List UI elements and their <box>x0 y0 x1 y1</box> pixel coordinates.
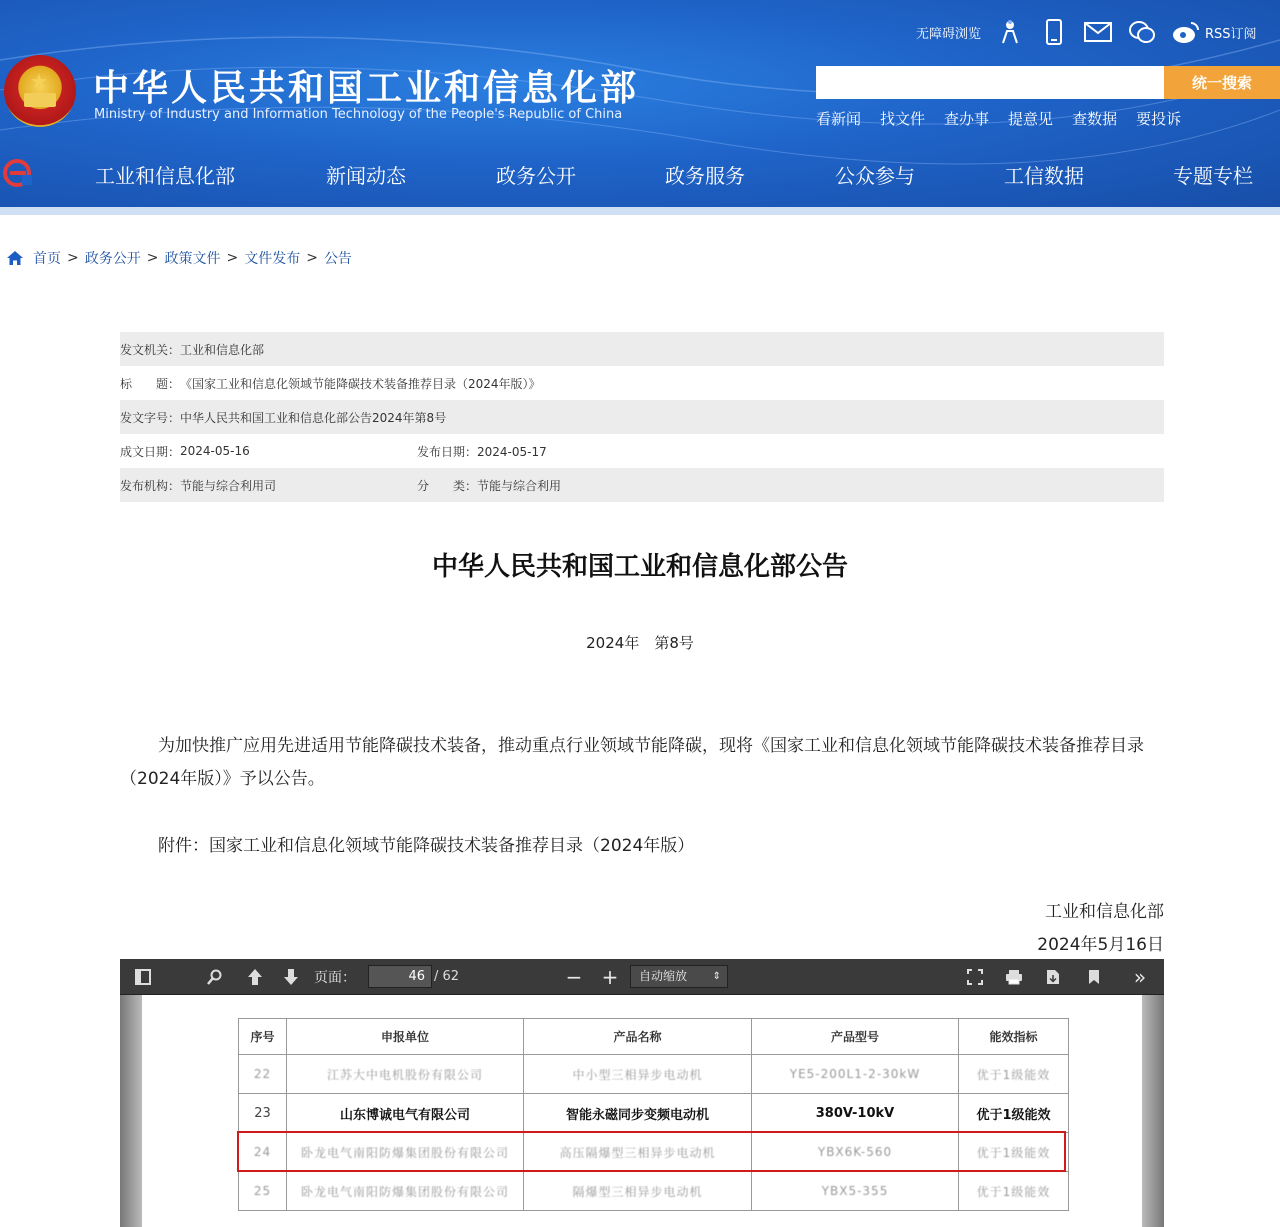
page-total: / 62 <box>434 969 460 984</box>
table-cell: 江苏大中电机股份有限公司 <box>287 1055 524 1094</box>
info-row-title <box>120 366 1164 400</box>
info-label: 标 题： <box>120 376 181 391</box>
table-row <box>239 1133 1069 1172</box>
header-cell: 序号 <box>239 1019 287 1055</box>
home-icon[interactable] <box>6 250 24 266</box>
quick-link-data[interactable]: 查数据 <box>1072 110 1118 128</box>
header-cell: 产品型号 <box>752 1019 959 1055</box>
page-number-input[interactable]: 46 <box>368 965 432 988</box>
table-row-highlighted <box>239 1094 1069 1133</box>
table-cell: 380V-10kV <box>752 1094 959 1133</box>
table-cell: 山东博诚电气有限公司 <box>287 1094 524 1133</box>
info-row-doc-number <box>120 400 1164 434</box>
nav-item-ministry[interactable]: 工业和信息化部 <box>95 164 235 188</box>
table-cell: 优于1级能效 <box>959 1094 1069 1133</box>
zoom-out-icon[interactable]: − <box>565 965 583 989</box>
pdf-toolbar <box>120 959 1164 995</box>
breadcrumb-gov-affairs[interactable]: 政务公开 <box>84 251 141 267</box>
quick-links <box>816 108 1200 129</box>
rss-link[interactable]: RSS订阅 <box>1205 26 1257 42</box>
breadcrumb-separator: > <box>226 250 239 266</box>
zoom-in-icon[interactable]: + <box>601 965 619 989</box>
e-logo-icon[interactable] <box>2 158 32 188</box>
product-table <box>238 1018 1069 1211</box>
previous-page-icon[interactable] <box>244 966 266 988</box>
mobile-icon[interactable] <box>1039 18 1069 46</box>
info-label: 发文字号： <box>120 410 181 425</box>
signature-org: 工业和信息化部 <box>1045 902 1164 922</box>
elderly-mode-icon[interactable] <box>995 18 1025 46</box>
info-value: 工业和信息化部 <box>180 342 265 357</box>
fullscreen-icon[interactable] <box>964 966 986 988</box>
table-cell: 卧龙电气南阳防爆集团股份有限公司 <box>287 1172 524 1211</box>
zoom-select[interactable]: 自动缩放 ⇕ <box>630 965 728 988</box>
table-cell: 卧龙电气南阳防爆集团股份有限公司 <box>287 1133 524 1172</box>
table-cell: 24 <box>239 1133 287 1172</box>
site-header <box>0 0 1280 210</box>
quick-link-services[interactable]: 查办事 <box>944 110 990 128</box>
nav-item-topics[interactable]: 专题专栏 <box>1173 164 1253 188</box>
nav-item-news[interactable]: 新闻动态 <box>326 164 406 188</box>
info-value: 节能与综合利用 <box>477 478 562 493</box>
table-cell: YE5-200L1-2-30kW <box>752 1055 959 1094</box>
header-cell: 产品名称 <box>524 1019 752 1055</box>
info-row-issuer <box>120 332 1164 366</box>
document-heading: 中华人民共和国工业和信息化部公告 <box>431 552 848 582</box>
table-cell: YBX6K-560 <box>752 1133 959 1172</box>
print-icon[interactable] <box>1002 966 1026 988</box>
search-input[interactable] <box>816 66 1164 99</box>
info-category <box>417 477 561 494</box>
attachment-link[interactable]: 附件：国家工业和信息化领域节能降碳技术装备推荐目录（2024年版） <box>158 836 695 856</box>
nav-item-gov-services[interactable]: 政务服务 <box>665 164 745 188</box>
info-value: 中华人民共和国工业和信息化部公告2024年第8号 <box>180 410 447 425</box>
site-title[interactable]: 中华人民共和国工业和信息化部 <box>93 68 640 109</box>
info-label: 成文日期： <box>120 444 181 459</box>
breadcrumb-separator: > <box>67 250 79 266</box>
pdf-page <box>142 995 1142 1227</box>
accessibility-link[interactable]: 无障碍浏览 <box>916 26 982 42</box>
info-published <box>417 443 547 460</box>
table-cell: 优于1级能效 <box>959 1172 1069 1211</box>
info-value: 节能与综合利用司 <box>180 478 277 493</box>
info-label: 发布机构： <box>120 478 181 493</box>
download-icon[interactable] <box>1042 966 1064 988</box>
table-cell: 22 <box>239 1055 287 1094</box>
breadcrumb-file-release[interactable]: 文件发布 <box>244 251 301 267</box>
gate-icon <box>24 93 56 107</box>
info-row-dates <box>120 434 1164 468</box>
info-value: 《国家工业和信息化领域节能降碳技术装备推荐目录（2024年版）》 <box>180 376 541 391</box>
breadcrumb-notice[interactable]: 公告 <box>323 251 352 267</box>
header-cell: 申报单位 <box>287 1019 524 1055</box>
bookmark-icon[interactable] <box>1084 966 1104 988</box>
breadcrumb <box>6 248 352 268</box>
table-cell: 智能永磁同步变频电动机 <box>524 1094 752 1133</box>
info-value: 2024-05-17 <box>477 444 547 459</box>
main-nav <box>0 148 1280 198</box>
site-subtitle: Ministry of Industry and Information Technology of the People's Republic of China <box>94 107 623 122</box>
pdf-margin-left <box>120 995 142 1227</box>
mail-icon[interactable] <box>1083 18 1113 46</box>
table-cell: 优于1级能效 <box>959 1133 1069 1172</box>
nav-item-data[interactable]: 工信数据 <box>1004 164 1084 188</box>
table-header-row <box>239 1019 1069 1055</box>
header-divider <box>0 207 1280 215</box>
sidebar-toggle-icon[interactable] <box>132 966 154 988</box>
table-row <box>239 1055 1069 1094</box>
quick-link-complaint[interactable]: 要投诉 <box>1136 110 1182 128</box>
national-emblem-logo[interactable] <box>4 55 76 127</box>
info-label: 分 类： <box>417 478 478 493</box>
breadcrumb-home[interactable]: 首页 <box>33 251 61 267</box>
breadcrumb-policy[interactable]: 政策文件 <box>164 251 221 267</box>
header-cell: 能效指标 <box>959 1019 1069 1055</box>
info-label: 发文机关： <box>120 342 181 357</box>
document-number: 2024年 第8号 <box>586 634 694 652</box>
search-button[interactable]: 统一搜索 <box>1164 66 1280 99</box>
document-info-table <box>120 332 1164 502</box>
info-value: 2024-05-16 <box>180 444 250 458</box>
quick-link-news[interactable]: 看新闻 <box>816 110 862 128</box>
table-cell: 中小型三相异步电动机 <box>524 1055 752 1094</box>
pdf-margin-right <box>1142 995 1164 1227</box>
table-cell: 优于1级能效 <box>959 1055 1069 1094</box>
info-label: 发布日期： <box>417 444 478 459</box>
next-page-icon[interactable] <box>280 966 302 988</box>
nav-item-gov-affairs[interactable]: 政务公开 <box>496 164 576 188</box>
top-tools <box>900 18 1257 46</box>
table-cell: 隔爆型三相异步电动机 <box>524 1172 752 1211</box>
page-label: 页面： <box>314 970 356 986</box>
breadcrumb-separator: > <box>306 250 318 266</box>
star-icon: ★ <box>30 69 48 93</box>
document-paragraph: 为加快推广应用先进适用节能降碳技术装备，推动重点行业领域节能降碳，现将《国家工业和信息化领域节能降碳技术装备推荐目录（2024年版）》予以公告。 <box>120 736 1144 789</box>
table-cell: 25 <box>239 1172 287 1211</box>
weibo-icon[interactable] <box>1171 18 1201 46</box>
pdf-viewer <box>120 959 1164 1227</box>
table-cell: 高压隔爆型三相异步电动机 <box>524 1133 752 1172</box>
info-row-org <box>120 468 1164 502</box>
table-row <box>239 1172 1069 1211</box>
signature-date: 2024年5月16日 <box>1037 935 1164 955</box>
search-icon[interactable] <box>204 966 226 988</box>
table-cell: YBX5-355 <box>752 1172 959 1211</box>
quick-link-files[interactable]: 找文件 <box>880 110 926 128</box>
quick-link-feedback[interactable]: 提意见 <box>1008 110 1054 128</box>
nav-item-public[interactable]: 公众参与 <box>835 164 915 188</box>
breadcrumb-separator: > <box>146 250 159 266</box>
more-tools-icon[interactable]: » <box>1133 965 1147 989</box>
table-cell: 23 <box>239 1094 287 1133</box>
wechat-icon[interactable] <box>1127 18 1157 46</box>
